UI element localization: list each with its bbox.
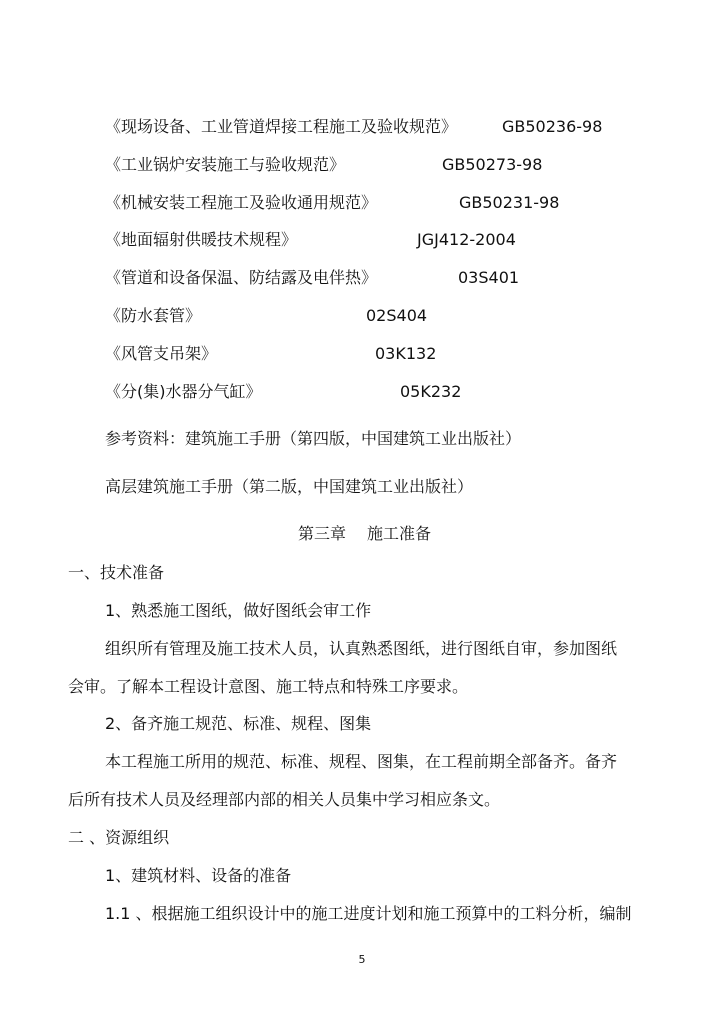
standard-title: 《防水套管》 bbox=[105, 306, 202, 325]
paragraph-line: 会审。了解本工程设计意图、施工特点和特殊工序要求。 bbox=[68, 677, 469, 696]
paragraph-line: 1.1 、根据施工组织设计中的施工进度计划和施工预算中的工料分析，编制 bbox=[105, 904, 632, 923]
standard-title: 《工业锅炉安装施工与验收规范》 bbox=[105, 155, 346, 174]
standard-code: GB50236-98 bbox=[502, 117, 603, 136]
item-title: 1、熟悉施工图纸，做好图纸会审工作 bbox=[105, 601, 372, 620]
item-title: 1、建筑材料、设备的准备 bbox=[105, 866, 292, 885]
chapter-title: 施工准备 bbox=[367, 524, 432, 543]
standard-title: 《分(集)水器分气缸》 bbox=[105, 382, 262, 401]
item-title: 2、备齐施工规范、标准、规程、图集 bbox=[105, 714, 372, 733]
reference-line: 高层建筑施工手册（第二版，中国建筑工业出版社） bbox=[105, 477, 474, 496]
standard-title: 《管道和设备保温、防结露及电伴热》 bbox=[105, 268, 378, 287]
standard-code: GB50231-98 bbox=[459, 193, 560, 212]
section-heading: 一、技术准备 bbox=[68, 563, 165, 582]
standard-title: 《机械安装工程施工及验收通用规范》 bbox=[105, 193, 378, 212]
standard-code: 05K232 bbox=[400, 382, 462, 401]
standard-code: JGJ412-2004 bbox=[417, 230, 516, 249]
standard-title: 《风管支吊架》 bbox=[105, 344, 218, 363]
section-heading: 二 、资源组织 bbox=[68, 828, 170, 847]
paragraph-line: 组织所有管理及施工技术人员，认真熟悉图纸，进行图纸自审，参加图纸 bbox=[105, 639, 618, 658]
paragraph-line: 本工程施工所用的规范、标准、规程、图集，在工程前期全部备齐。备齐 bbox=[105, 752, 618, 771]
standard-code: 02S404 bbox=[366, 306, 428, 325]
page-number: 5 bbox=[358, 953, 366, 966]
paragraph-line: 后所有技术人员及经理部内部的相关人员集中学习相应条文。 bbox=[68, 790, 501, 809]
standard-code: 03K132 bbox=[375, 344, 437, 363]
standard-code: GB50273-98 bbox=[442, 155, 543, 174]
standard-title: 《地面辐射供暖技术规程》 bbox=[105, 230, 298, 249]
chapter-number: 第三章 bbox=[298, 524, 347, 543]
standard-code: 03S401 bbox=[458, 268, 520, 287]
reference-line: 参考资料：建筑施工手册（第四版，中国建筑工业出版社） bbox=[105, 429, 522, 448]
standard-title: 《现场设备、工业管道焊接工程施工及验收规范》 bbox=[105, 117, 458, 136]
